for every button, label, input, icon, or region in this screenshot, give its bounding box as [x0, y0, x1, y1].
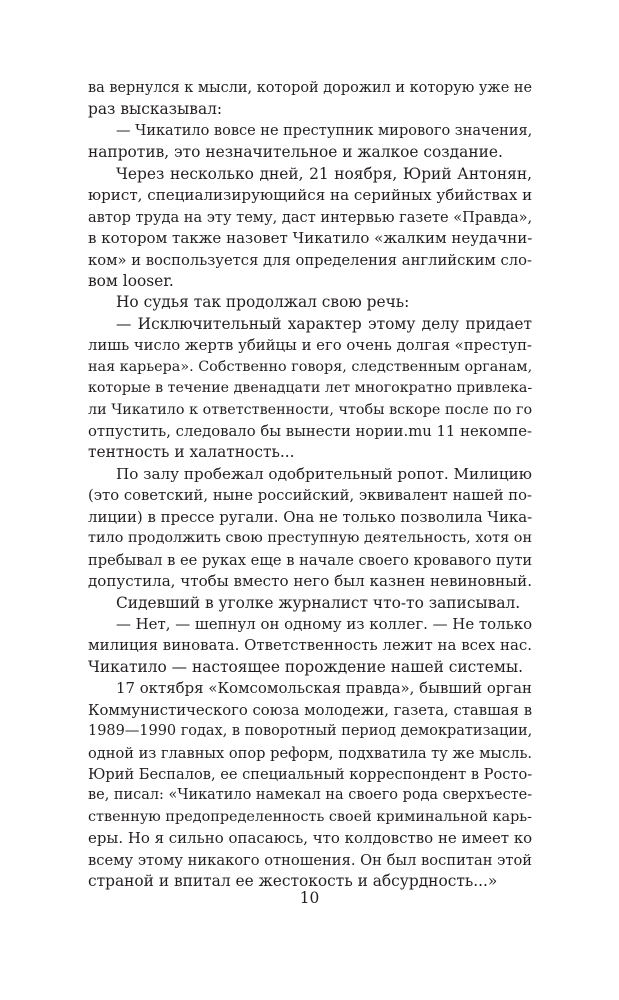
text-line: Коммунистического союза молодежи, газета, ставшая в	[88, 701, 533, 719]
text-line: одной из главных опор реформ, подхватила ту же мысль.	[88, 744, 533, 762]
text-line: лишь число жертв убийцы и его очень долгая «преступ-	[88, 337, 533, 355]
text-line: Чикатило — настоящее порождение нашей системы.	[88, 657, 524, 676]
text-line: Но судья так продолжал свою речь:	[116, 293, 410, 312]
text-line: Сидевший в уголке журналист что-то записывал.	[116, 593, 521, 612]
text-line: (это советский, ныне российский, эквивалент нашей по-	[88, 487, 532, 505]
text-line: тентность и халатность...	[88, 443, 295, 462]
text-line: — Исключительный характер этому делу придает	[116, 314, 532, 333]
text-line: отпустить, следовало бы вынести нории.mu 11 некомпе-	[88, 423, 532, 440]
text-line: ва вернулся к мысли, которой дорожил и которую уже не	[88, 80, 533, 96]
text-line: ком» и воспользуется для определения английским сло-	[88, 251, 533, 269]
text-line: автор труда на эту тему, даст интервью газете «Правда»,	[88, 208, 533, 226]
text-line: — Чикатило вовсе не преступник мирового значения,	[116, 122, 533, 139]
text-line: ли Чикатило к ответственности, чтобы вскоре после по го	[88, 401, 533, 418]
text-line: тило продолжить свою преступную деятельность, хотя он	[88, 530, 533, 547]
text-line: — Нет, — шепнул он одному из коллег. — Не только	[116, 614, 533, 633]
text-line: 17 октября «Комсомольская правда», бывший орган	[116, 679, 532, 698]
text-line: ственную предопределенность своей криминальной карь-	[88, 808, 533, 825]
text-line: раз высказывал:	[88, 100, 223, 119]
text-line: пребывал в ее руках еще в начале своего кровавого пути	[88, 551, 533, 569]
text-line: в котором также назовет Чикатило «жалким неудачни-	[88, 229, 533, 248]
text-line: которые в течение двенадцати лет многократно привлека-	[88, 380, 533, 397]
text-line: Через несколько дней, 21 ноября, Юрий Антонян,	[116, 164, 532, 183]
text-line: лиции) в прессе ругали. Она не только позволила Чика-	[88, 507, 533, 526]
text-line: Юрий Беспалов, ее специальный корреспондент в Росто-	[88, 766, 533, 783]
text-line: вом looser.	[88, 271, 174, 290]
body-text	[88, 78, 532, 893]
text-line: всему этому никакого отношения. Он был воспитан этой	[88, 851, 533, 869]
text-line: По залу пробежал одобрительный ропот. Милицию	[116, 464, 532, 483]
text-line: страной и впитал ее жестокость и абсурдность...»	[88, 872, 498, 891]
text-line: милиция виновата. Ответственность лежит на всех нас.	[88, 636, 532, 655]
text-line: допустила, чтобы вместо него был казнен невиновный.	[88, 572, 532, 591]
page-number: 10	[299, 889, 320, 907]
text-line: еры. Но я сильно опасаюсь, что колдовство не имеет ко	[88, 829, 533, 848]
text-line: юрист, специализирующийся на серийных убийствах и	[88, 186, 533, 205]
text-line: ве, писал: «Чикатило намекал на своего рода сверхъесте-	[88, 787, 533, 804]
text-line: ная карьера». Собственно говоря, следственным органам,	[88, 358, 533, 375]
text-line: 1989—1990 годах, в поворотный период демократизации,	[88, 723, 533, 740]
text-line: напротив, это незначительное и жалкое создание.	[88, 143, 503, 162]
